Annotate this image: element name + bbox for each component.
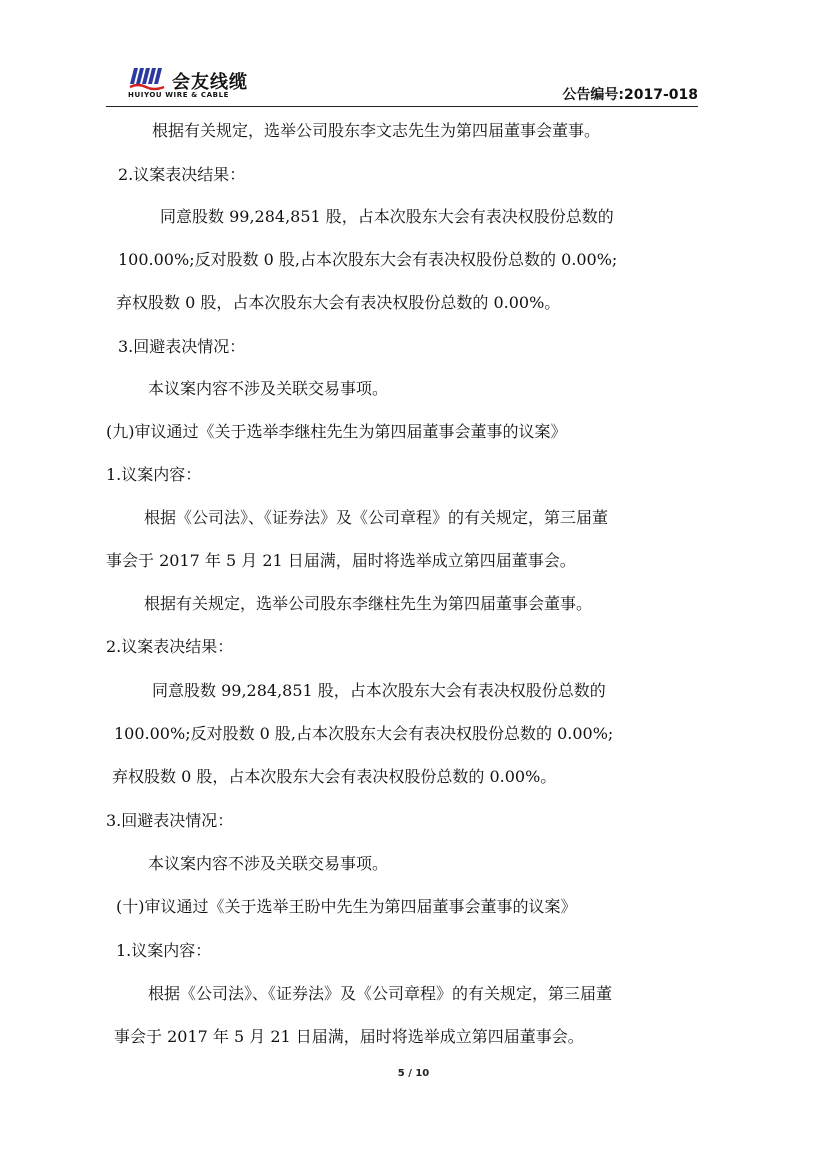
text-line: 同意股数 99,284,851 股，占本次股东大会有表决权股份总数的 [152,681,606,700]
text-line: 本议案内容不涉及关联交易事项。 [148,854,389,873]
text-line: 100.00%;反对股数 0 股,占本次股东大会有表决权股份总数的 0.00%; [114,724,614,743]
text-line: 根据《公司法》、《证券法》及《公司章程》的有关规定，第三届董 [144,508,609,527]
logo-english-name: HUIYOU WIRE & CABLE [128,91,230,99]
text-line: 3.回避表决情况： [118,337,246,356]
text-line: 事会于 2017 年 5 月 21 日届满，届时将选举成立第四届董事会。 [114,1027,584,1046]
text-line: 2.议案表决结果： [118,165,246,184]
text-line: 1.议案内容： [106,465,202,484]
text-line: 同意股数 99,284,851 股，占本次股东大会有表决权股份总数的 [160,207,614,226]
text-line: 根据《公司法》、《证券法》及《公司章程》的有关规定，第三届董 [148,984,613,1003]
section-heading: (九)审议通过《关于选举李继柱先生为第四届董事会董事的议案》 [106,422,567,441]
text-line: 根据有关规定，选举公司股东李文志先生为第四届董事会董事。 [152,121,601,140]
huiyou-logo-mark-icon [128,66,168,94]
logo-chinese-name: 会友线缆 [172,72,248,93]
page-header [106,64,698,107]
text-line: 2.议案表决结果： [106,637,234,656]
page-number: 5 / 10 [397,1068,430,1079]
text-line: 3.回避表决情况： [106,811,234,830]
text-line: 本议案内容不涉及关联交易事项。 [148,379,389,398]
text-line: 事会于 2017 年 5 月 21 日届满，届时将选举成立第四届董事会。 [106,551,576,570]
section-heading: (十)审议通过《关于选举王盼中先生为第四届董事会董事的议案》 [116,897,577,916]
text-line: 100.00%;反对股数 0 股,占本次股东大会有表决权股份总数的 0.00%; [118,250,618,269]
text-line: 弃权股数 0 股，占本次股东大会有表决权股份总数的 0.00%。 [116,293,561,312]
announcement-number: 公告编号:2017-018 [562,87,698,103]
text-line: 根据有关规定，选举公司股东李继柱先生为第四届董事会董事。 [144,594,593,613]
text-line: 1.议案内容： [116,941,212,960]
company-logo [128,66,278,102]
text-line: 弃权股数 0 股，占本次股东大会有表决权股份总数的 0.00%。 [112,767,557,786]
